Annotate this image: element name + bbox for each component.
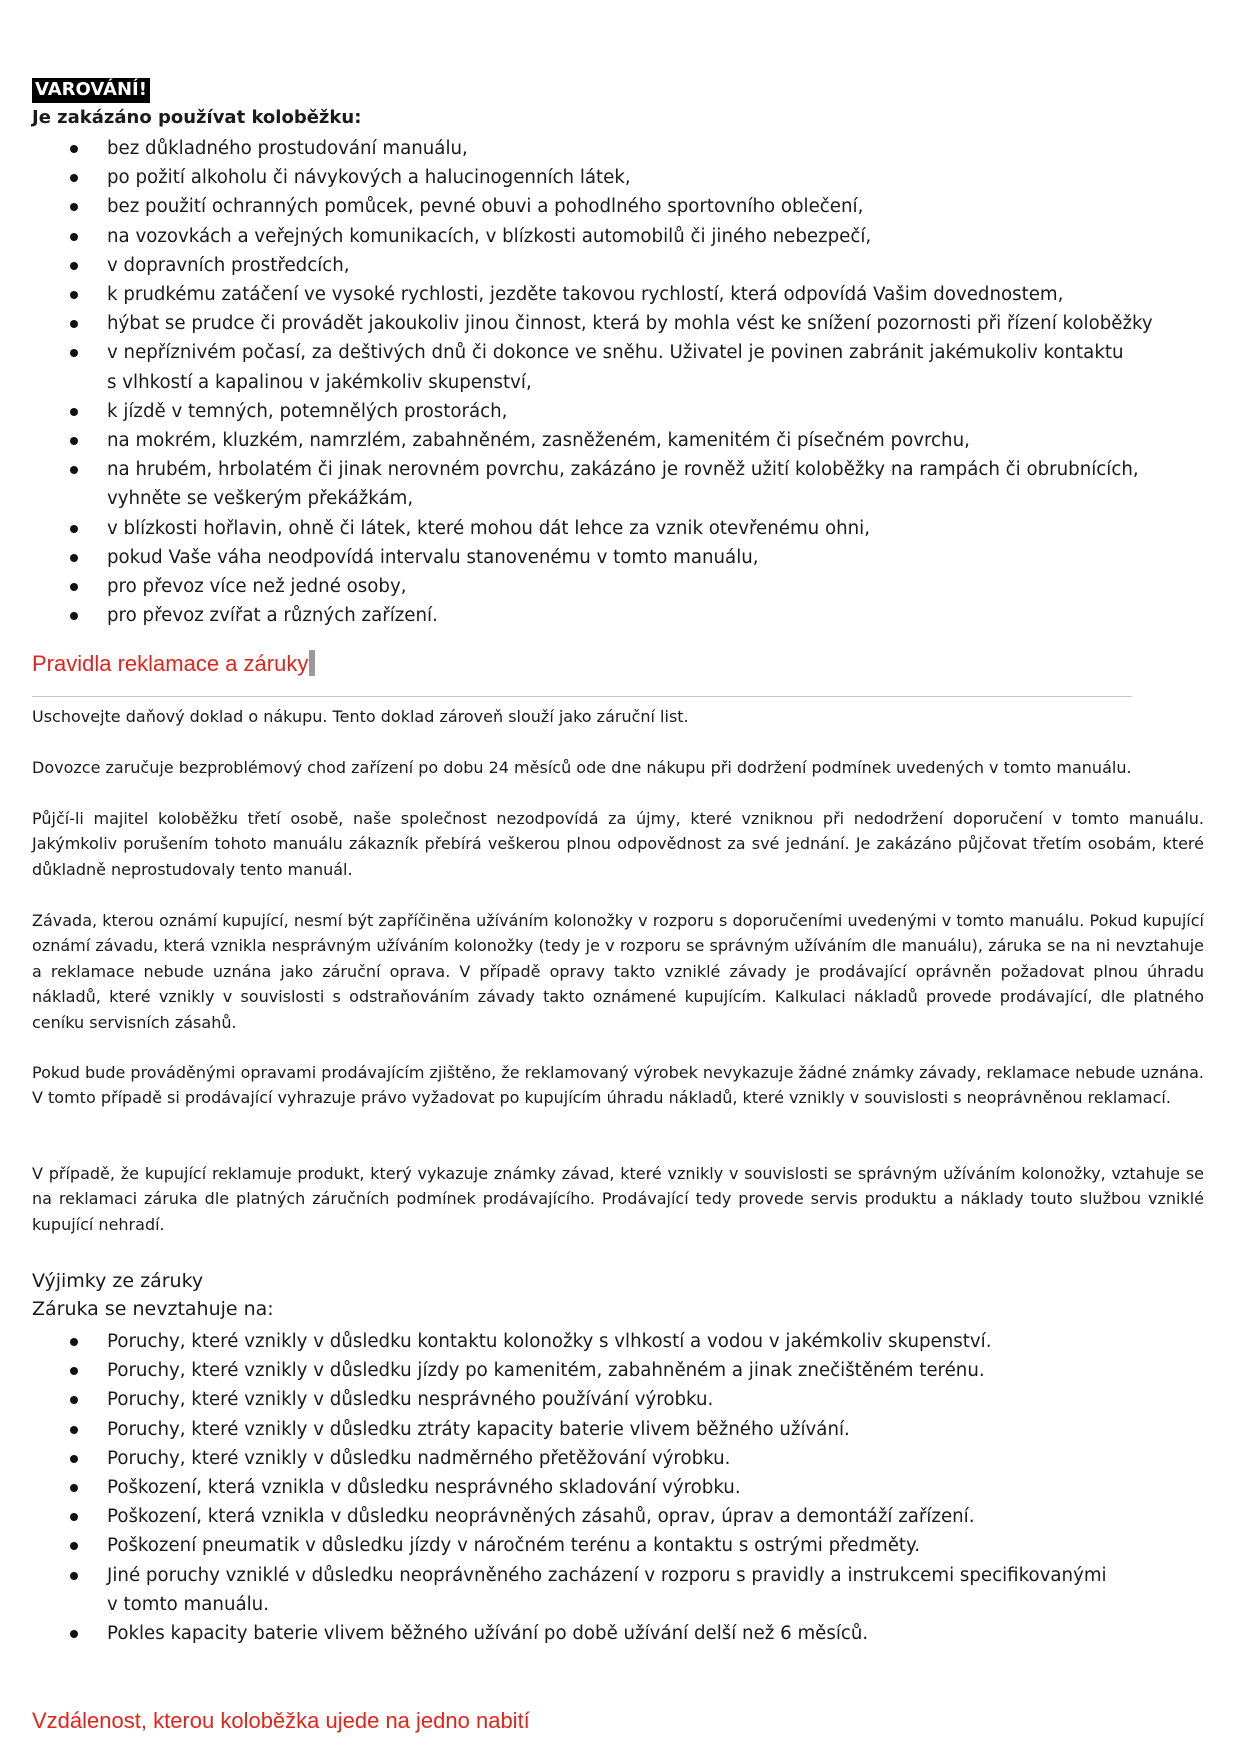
list-item: hýbat se prudce či provádět jakoukoliv jinou činnost, která by mohla vést ke snížení pozornosti při řízení koloběžky (32, 309, 1212, 338)
list-item: Poruchy, které vznikly v důsledku kontaktu kolonožky s vlhkostí a vodou v jakémkoliv skupenství. (32, 1327, 1212, 1356)
list-item: Poruchy, které vznikly v důsledku ztráty kapacity baterie vlivem běžného užívání. (32, 1415, 1212, 1444)
list-item: pro převoz zvířat a různých zařízení. (32, 601, 1212, 630)
exceptions-list (32, 1327, 1212, 1648)
exceptions-intro: Záruka se nevztahuje na: (32, 1298, 274, 1320)
list-item: Pokles kapacity baterie vlivem běžného užívání po době užívání delší než 6 měsíců. (32, 1619, 1212, 1648)
warranty-paragraph: Dovozce zaručuje bezproblémový chod zařízení po dobu 24 měsíců ode dne nákupu při dodržení podmínek uvedených v tomto manuálu. (32, 758, 1132, 777)
list-item: v nepříznivém počasí, za deštivých dnů či dokonce ve sněhu. Uživatel je povinen zabránit jakémukoliv kontaktu s vlhkostí a kapalinou v jakémkoliv skupenství, (32, 338, 1212, 396)
list-item: Poškození, která vznikla v důsledku nesprávného skladování výrobku. (32, 1473, 1212, 1502)
list-item: Poruchy, které vznikly v důsledku nadměrného přetěžování výrobku. (32, 1444, 1212, 1473)
list-item: Poruchy, které vznikly v důsledku jízdy po kamenitém, zabahněném a jinak znečištěném terénu. (32, 1356, 1212, 1385)
exceptions-title: Výjimky ze záruky (32, 1270, 204, 1292)
list-item: k jízdě v temných, potemnělých prostorách, (32, 397, 1212, 426)
text-cursor (309, 650, 315, 676)
list-item: bez důkladného prostudování manuálu, (32, 134, 1212, 163)
list-item: pokud Vaše váha neodpovídá intervalu stanovenému v tomto manuálu, (32, 543, 1212, 572)
warning-list (32, 134, 1212, 630)
list-item: Poškození pneumatik v důsledku jízdy v náročném terénu a kontaktu s ostrými předměty. (32, 1531, 1212, 1560)
heading-divider (32, 696, 1132, 697)
list-item: k prudkému zatáčení ve vysoké rychlosti, jezděte takovou rychlostí, která odpovídá Vašim dovednostem, (32, 280, 1212, 309)
list-item: na vozovkách a veřejných komunikacích, v blízkosti automobilů či jiného nebezpečí, (32, 222, 1212, 251)
warranty-paragraph: Půjčí-li majitel koloběžku třetí osobě, naše společnost nezodpovídá za újmy, které vzniknou při nedodržení doporučení v tomto manuálu. Jakýmkoliv porušením tohoto manuálu zákazník přebírá veškerou plnou odpovědnost za své jednání. Je zakázáno půjčovat třetím osobám, které důkladně neprostudovaly tento manuál. (32, 809, 1204, 879)
warranty-paragraph: Pokud bude prováděnými opravami prodávajícím zjištěno, že reklamovaný výrobek nevykazuje žádné známky závady, reklamace nebude uznána. V tomto případě si prodávající vyhrazuje právo vyžadovat po kupujícím úhradu nákladů, které vznikly v souvislosti s neoprávněnou reklamací. (32, 1063, 1205, 1108)
warning-label: VAROVÁNÍ! (32, 78, 150, 103)
list-item: Poškození, která vznikla v důsledku neoprávněných zásahů, oprav, úprav a demontáží zařízení. (32, 1502, 1212, 1531)
warranty-paragraph: V případě, že kupující reklamuje produkt, který vykazuje známky závad, které vznikly v souvislosti se správným užíváním kolonožky, vztahuje se na reklamaci záruka dle platných záručních podmínek prodávajícího. Prodávající tedy provede servis produktu a náklady touto službou vzniklé kupující nehradí. (32, 1164, 1204, 1234)
list-item: bez použití ochranných pomůcek, pevné obuvi a pohodlného sportovního oblečení, (32, 192, 1212, 221)
list-item: na mokrém, kluzkém, namrzlém, zabahněném, zasněženém, kamenitém či písečném povrchu, (32, 426, 1212, 455)
list-item: po požití alkoholu či návykových a halucinogenních látek, (32, 163, 1212, 192)
warranty-heading: Pravidla reklamace a záruky (32, 650, 315, 677)
warranty-paragraph: Uschovejte daňový doklad o nákupu. Tento doklad zároveň slouží jako záruční list. (32, 707, 689, 726)
list-item: pro převoz více než jedné osoby, (32, 572, 1212, 601)
warning-intro: Je zakázáno používat koloběžku: (32, 107, 362, 128)
warranty-paragraph: Závada, kterou oznámí kupující, nesmí být zapříčiněna užíváním kolonožky v rozporu s doporučeními uvedenými v tomto manuálu. Pokud kupující oznámí závadu, která vznikla nesprávným užíváním kolonožky (tedy je v rozporu se správným užíváním dle manuálu), záruka se na ni nevztahuje a reklamace nebude uznána jako záruční oprava. V případě opravy takto vzniklé závady je prodávající oprávněn požadovat plnou úhradu nákladů, které vznikly v souvislosti s odstraňováním závady takto oznámené kupujícím. Kalkulaci nákladů provede prodávající, dle platného ceníku servisních zásahů. (32, 911, 1204, 1032)
list-item: v dopravních prostředcích, (32, 251, 1212, 280)
range-heading: Vzdálenost, kterou koloběžka ujede na jedno nabití (32, 1708, 530, 1733)
list-item: v blízkosti hořlavin, ohně či látek, které mohou dát lehce za vznik otevřenému ohni, (32, 514, 1212, 543)
list-item: Poruchy, které vznikly v důsledku nesprávného používání výrobku. (32, 1385, 1212, 1414)
list-item: Jiné poruchy vzniklé v důsledku neoprávněného zacházení v rozporu s pravidly a instrukcemi specifikovanými v tomto manuálu. (32, 1561, 1212, 1619)
list-item: na hrubém, hrbolatém či jinak nerovném povrchu, zakázáno je rovněž užití koloběžky na rampách či obrubnících, vyhněte se veškerým překážkám, (32, 455, 1212, 513)
